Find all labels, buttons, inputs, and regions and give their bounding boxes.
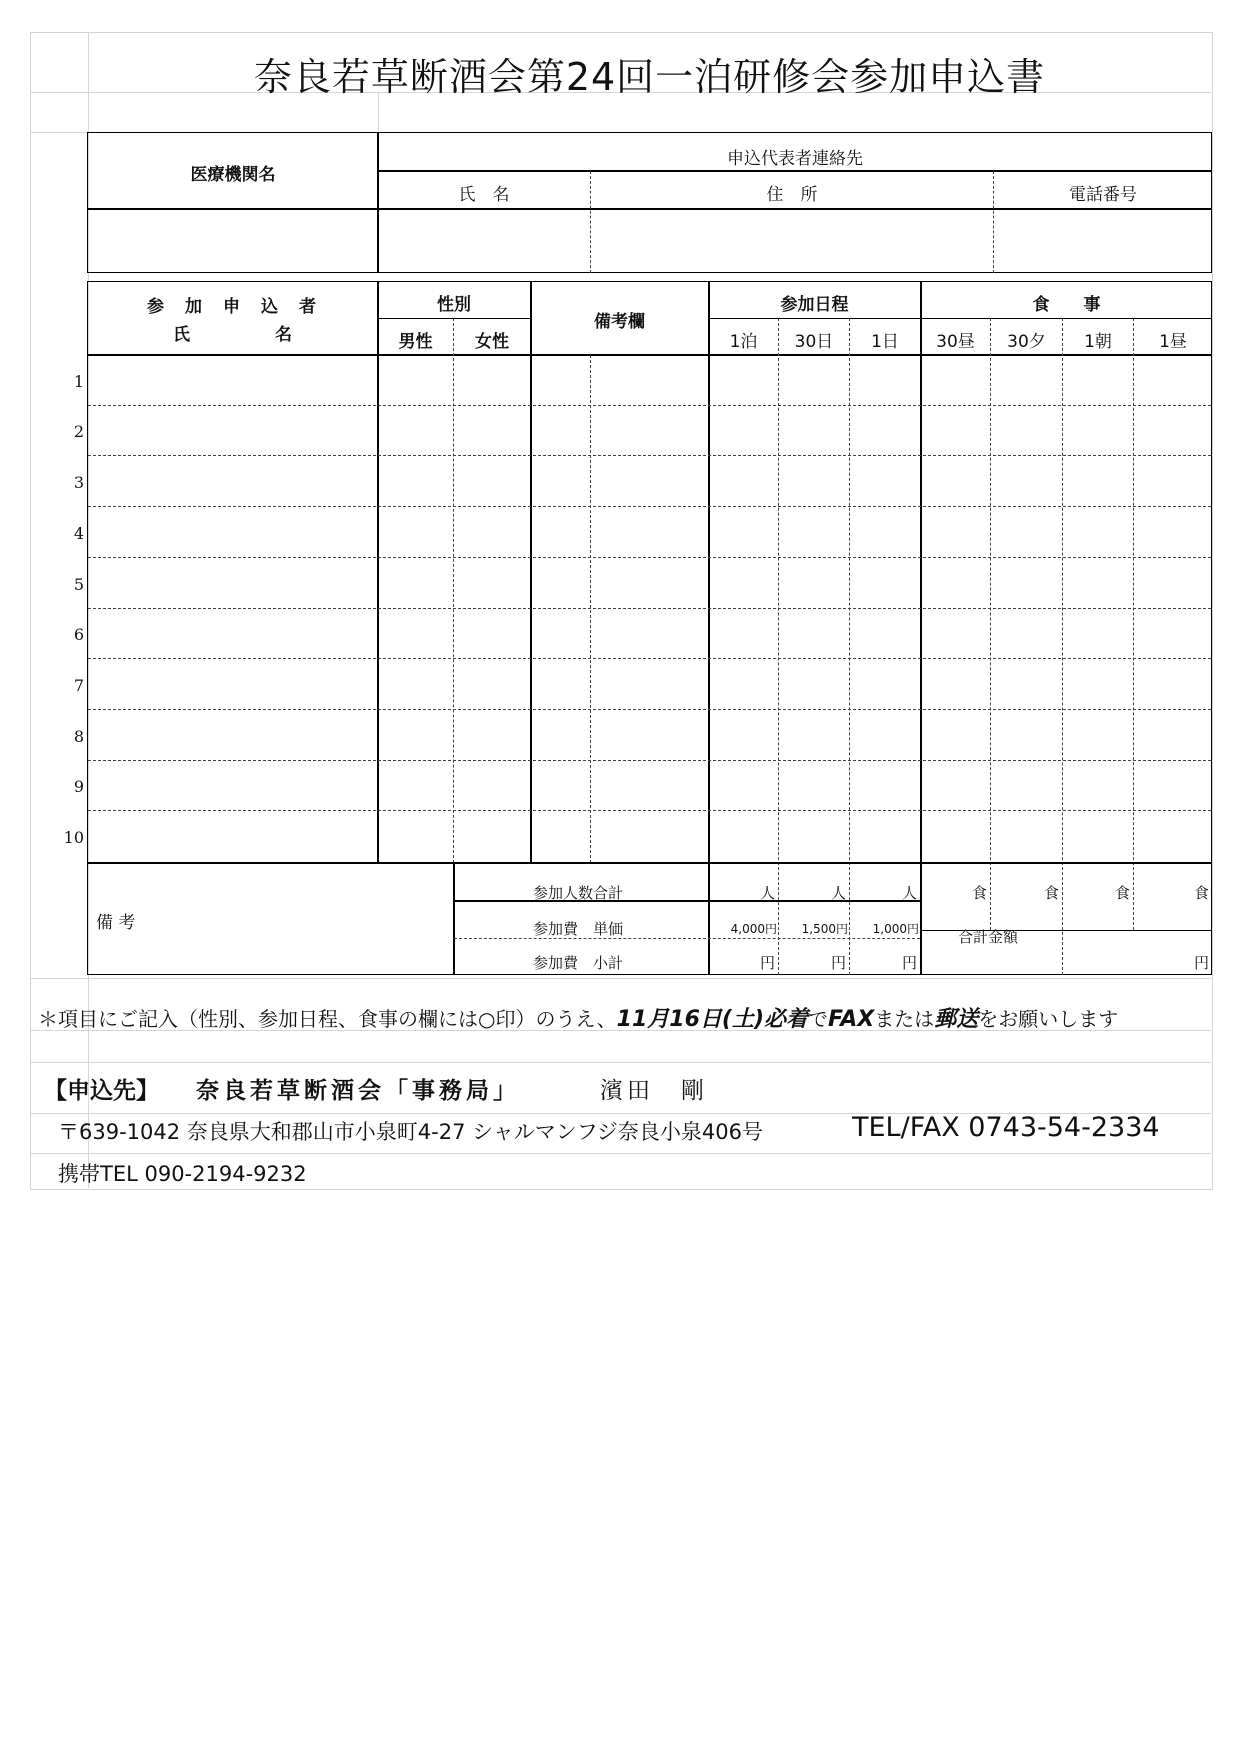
destination-label: 【申込先】 <box>44 1078 159 1104</box>
male-label: 男性 <box>398 332 433 352</box>
postal-address: 〒639-1042 奈良県大和郡山市小泉町4-27 シャルマンフジ奈良小泉406号 <box>58 1120 763 1144</box>
applicant-name-label: 氏 名 <box>173 325 292 345</box>
participant-name-field[interactable] <box>89 508 376 556</box>
row-number: 4 <box>73 524 84 543</box>
address-label: 住 所 <box>766 185 818 205</box>
instructions-note <box>38 1002 1118 1033</box>
remarks-field[interactable] <box>89 864 452 974</box>
yen-unit: 円 <box>901 954 917 972</box>
grid-row-divider <box>30 978 1211 979</box>
participants-divider <box>590 355 591 863</box>
meal-unit: 食 <box>971 884 987 902</box>
participants-divider <box>708 318 1212 319</box>
row-number: 5 <box>73 575 84 594</box>
participants-divider <box>1062 318 1063 975</box>
row-divider <box>88 557 1211 558</box>
meals-label: 食 事 <box>1032 295 1101 315</box>
note-prefix: ＊項目にご記入（性別、参加日程、食事の欄には○印）のうえ、 <box>38 1007 617 1031</box>
participants-divider <box>1133 318 1134 930</box>
row-number: 7 <box>73 676 84 695</box>
row-number: 8 <box>73 727 84 746</box>
row-divider <box>88 709 1211 710</box>
participants-divider <box>708 281 710 975</box>
row-number: 3 <box>73 473 84 492</box>
people-unit: 人 <box>759 884 775 902</box>
schedule-col-3: 1日 <box>871 332 899 352</box>
row-number: 6 <box>73 625 84 644</box>
grid-row-divider <box>30 1062 1211 1063</box>
meal-unit: 食 <box>1114 884 1130 902</box>
institution-label: 医療機関名 <box>190 165 276 185</box>
yen-unit: 円 <box>1193 954 1209 972</box>
form-title: 奈良若草断酒会第24回一泊研修会参加申込書 <box>253 55 1046 99</box>
fee-unit-label: 参加費 単価 <box>533 920 624 938</box>
participant-name-field[interactable] <box>89 609 376 657</box>
participants-divider <box>920 281 922 975</box>
rep-name-field[interactable] <box>379 210 589 272</box>
total-amount-label: 合計金額 <box>958 928 1019 946</box>
note-mail: 郵送 <box>934 1007 979 1032</box>
participant-name-field[interactable] <box>89 559 376 607</box>
meal-col-1: 30昼 <box>936 332 975 352</box>
row-number: 1 <box>73 372 84 391</box>
grid-row-divider <box>30 1153 1211 1154</box>
meal-unit: 食 <box>1193 884 1209 902</box>
tel-fax: TEL/FAX 0743-54-2334 <box>852 1112 1160 1143</box>
row-divider <box>88 506 1211 507</box>
participants-divider <box>530 281 532 863</box>
contact-person: 濱田 剛 <box>600 1078 708 1104</box>
row-divider <box>88 658 1211 659</box>
institution-field[interactable] <box>89 210 376 272</box>
mobile-tel: 携帯TEL 090-2194-9232 <box>58 1162 307 1186</box>
participant-name-field[interactable] <box>89 812 376 860</box>
participant-name-field[interactable] <box>89 711 376 759</box>
participants-divider <box>453 318 454 863</box>
row-number: 10 <box>63 828 84 847</box>
participants-divider <box>453 863 455 975</box>
participant-name-field[interactable] <box>89 660 376 708</box>
applicant-label: 参 加 申 込 者 <box>147 297 318 317</box>
participant-name-field[interactable] <box>89 356 376 404</box>
row-divider <box>88 810 1211 811</box>
schedule-col-2: 30日 <box>794 332 834 352</box>
schedule-label: 参加日程 <box>780 295 849 315</box>
people-unit: 人 <box>830 884 846 902</box>
participant-name-field[interactable] <box>89 761 376 809</box>
note-suffix: をお願いします <box>978 1007 1119 1031</box>
rep-address-field[interactable] <box>592 210 992 272</box>
participants-divider <box>778 318 779 975</box>
meal-col-4: 1昼 <box>1159 332 1187 352</box>
note-deadline: 11月16日(土)必着 <box>616 1007 808 1032</box>
fee-unit-value: 1,500円 <box>801 922 848 936</box>
fee-unit-value: 4,000円 <box>730 922 777 936</box>
yen-unit: 円 <box>830 954 846 972</box>
participants-divider <box>849 318 850 975</box>
note-fax: FAX <box>828 1007 875 1032</box>
remarks-label: 備 考 <box>96 913 136 933</box>
meal-col-3: 1朝 <box>1084 332 1112 352</box>
meal-unit: 食 <box>1043 884 1059 902</box>
meal-col-2: 30夕 <box>1007 332 1046 352</box>
schedule-col-1: 1泊 <box>729 332 758 352</box>
phone-label: 電話番号 <box>1069 185 1137 205</box>
participant-name-field[interactable] <box>89 406 376 454</box>
people-unit: 人 <box>901 884 917 902</box>
female-label: 女性 <box>475 332 509 352</box>
contact-divider <box>377 170 1212 172</box>
participants-divider <box>990 318 991 930</box>
participant-name-field[interactable] <box>89 457 376 505</box>
row-divider <box>88 455 1211 456</box>
remarks-column-label: 備考欄 <box>594 312 645 332</box>
row-number: 9 <box>73 777 84 796</box>
note-middle: で <box>808 1007 828 1031</box>
yen-unit: 円 <box>759 954 775 972</box>
total-people-label: 参加人数合計 <box>533 884 624 902</box>
rep-phone-field[interactable] <box>995 210 1211 272</box>
fee-subtotal-label: 参加費 小計 <box>533 954 624 972</box>
summary-divider <box>454 938 920 939</box>
note-middle: または <box>874 1007 935 1031</box>
organization-name: 奈良若草断酒会「事務局」 <box>196 1078 520 1104</box>
gender-label: 性別 <box>437 295 471 315</box>
name-label: 氏 名 <box>458 185 510 205</box>
participants-divider <box>377 281 379 863</box>
row-number: 2 <box>73 422 84 441</box>
rep-contact-label: 申込代表者連絡先 <box>727 149 863 169</box>
fee-unit-value: 1,000円 <box>872 922 919 936</box>
